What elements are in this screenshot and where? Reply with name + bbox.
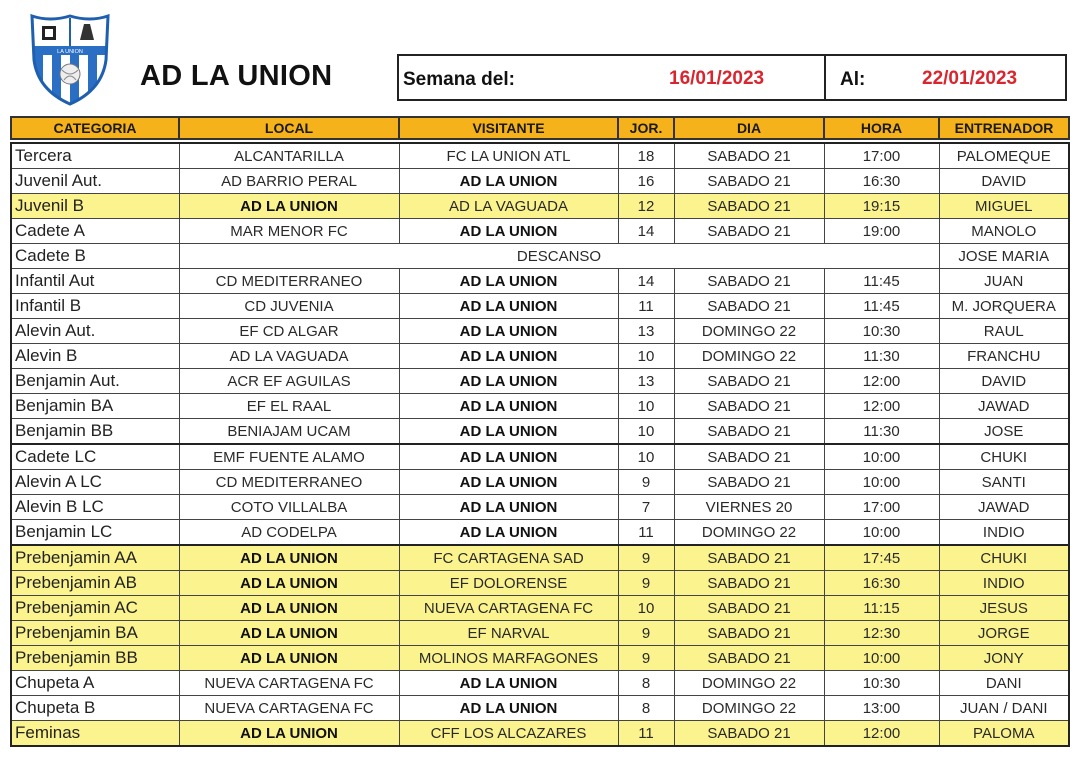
cell-categoria: Benjamin Aut. bbox=[11, 369, 179, 394]
cell-jornada: 10 bbox=[618, 596, 674, 621]
table-row bbox=[11, 520, 1069, 546]
table-row bbox=[11, 219, 1069, 244]
cell-hora: 19:00 bbox=[824, 219, 939, 244]
cell-visitante: AD LA UNION bbox=[399, 294, 618, 319]
cell-entrenador: JOSE bbox=[939, 419, 1069, 445]
cell-hora: 16:30 bbox=[824, 571, 939, 596]
cell-hora: 11:45 bbox=[824, 269, 939, 294]
cell-dia: SABADO 21 bbox=[674, 143, 824, 169]
cell-dia: SABADO 21 bbox=[674, 369, 824, 394]
cell-categoria: Cadete A bbox=[11, 219, 179, 244]
cell-hora: 12:30 bbox=[824, 621, 939, 646]
cell-visitante: AD LA UNION bbox=[399, 394, 618, 419]
cell-entrenador: CHUKI bbox=[939, 444, 1069, 470]
cell-visitante: AD LA UNION bbox=[399, 344, 618, 369]
cell-visitante: AD LA UNION bbox=[399, 369, 618, 394]
cell-local: AD LA UNION bbox=[179, 621, 399, 646]
cell-hora: 10:00 bbox=[824, 646, 939, 671]
cell-visitante: AD LA UNION bbox=[399, 419, 618, 445]
cell-categoria: Chupeta B bbox=[11, 696, 179, 721]
table-row bbox=[11, 470, 1069, 495]
cell-dia: SABADO 21 bbox=[674, 169, 824, 194]
cell-entrenador: JAWAD bbox=[939, 394, 1069, 419]
cell-visitante: AD LA UNION bbox=[399, 470, 618, 495]
table-row bbox=[11, 269, 1069, 294]
cell-hora: 12:00 bbox=[824, 394, 939, 419]
table-row bbox=[11, 344, 1069, 369]
cell-hora: 11:30 bbox=[824, 419, 939, 445]
cell-categoria: Prebenjamin AA bbox=[11, 545, 179, 571]
cell-local: COTO VILLALBA bbox=[179, 495, 399, 520]
cell-jornada: 9 bbox=[618, 646, 674, 671]
cell-visitante: EF DOLORENSE bbox=[399, 571, 618, 596]
table-header-row bbox=[11, 117, 1069, 139]
cell-dia: SABADO 21 bbox=[674, 470, 824, 495]
table-row bbox=[11, 169, 1069, 194]
cell-dia: DOMINGO 22 bbox=[674, 344, 824, 369]
cell-entrenador: INDIO bbox=[939, 520, 1069, 546]
cell-local: CD MEDITERRANEO bbox=[179, 470, 399, 495]
table-row bbox=[11, 444, 1069, 470]
table-row bbox=[11, 244, 1069, 269]
cell-categoria: Cadete LC bbox=[11, 444, 179, 470]
cell-jornada: 10 bbox=[618, 394, 674, 419]
cell-visitante: AD LA UNION bbox=[399, 671, 618, 696]
cell-categoria: Prebenjamin AB bbox=[11, 571, 179, 596]
cell-dia: SABADO 21 bbox=[674, 646, 824, 671]
cell-local: AD LA UNION bbox=[179, 596, 399, 621]
schedule-table bbox=[10, 116, 1070, 747]
cell-categoria: Alevin Aut. bbox=[11, 319, 179, 344]
cell-dia: SABADO 21 bbox=[674, 269, 824, 294]
table-row bbox=[11, 143, 1069, 169]
cell-local: AD LA UNION bbox=[179, 545, 399, 571]
cell-entrenador: FRANCHU bbox=[939, 344, 1069, 369]
cell-local: NUEVA CARTAGENA FC bbox=[179, 671, 399, 696]
cell-local: ACR EF AGUILAS bbox=[179, 369, 399, 394]
cell-categoria: Juvenil B bbox=[11, 194, 179, 219]
cell-local: ALCANTARILLA bbox=[179, 143, 399, 169]
cell-visitante: AD LA UNION bbox=[399, 319, 618, 344]
cell-hora: 17:00 bbox=[824, 495, 939, 520]
cell-entrenador: JESUS bbox=[939, 596, 1069, 621]
crest-text: LA UNION bbox=[57, 49, 83, 55]
cell-jornada: 8 bbox=[618, 671, 674, 696]
cell-entrenador: DANI bbox=[939, 671, 1069, 696]
cell-visitante: AD LA UNION bbox=[399, 495, 618, 520]
cell-entrenador: SANTI bbox=[939, 470, 1069, 495]
cell-jornada: 7 bbox=[618, 495, 674, 520]
table-row bbox=[11, 596, 1069, 621]
cell-categoria: Tercera bbox=[11, 143, 179, 169]
cell-dia: SABADO 21 bbox=[674, 545, 824, 571]
cell-visitante: AD LA UNION bbox=[399, 269, 618, 294]
cell-hora: 19:15 bbox=[824, 194, 939, 219]
week-label: Semana del: bbox=[403, 69, 515, 90]
cell-hora: 17:45 bbox=[824, 545, 939, 571]
cell-jornada: 13 bbox=[618, 369, 674, 394]
cell-dia: SABADO 21 bbox=[674, 621, 824, 646]
cell-dia: VIERNES 20 bbox=[674, 495, 824, 520]
cell-categoria: Prebenjamin BA bbox=[11, 621, 179, 646]
cell-hora: 12:00 bbox=[824, 369, 939, 394]
week-end-date: 22/01/2023 bbox=[922, 68, 1018, 89]
cell-hora: 10:30 bbox=[824, 671, 939, 696]
table-row bbox=[11, 294, 1069, 319]
cell-jornada: 18 bbox=[618, 143, 674, 169]
cell-visitante: AD LA VAGUADA bbox=[399, 194, 618, 219]
cell-categoria: Infantil B bbox=[11, 294, 179, 319]
table-row bbox=[11, 646, 1069, 671]
col-header-entrenador: ENTRENADOR bbox=[939, 117, 1069, 139]
cell-dia: DOMINGO 22 bbox=[674, 696, 824, 721]
table-row bbox=[11, 671, 1069, 696]
cell-entrenador: MANOLO bbox=[939, 219, 1069, 244]
cell-local: AD CODELPA bbox=[179, 520, 399, 546]
cell-visitante: MOLINOS MARFAGONES bbox=[399, 646, 618, 671]
cell-entrenador: PALOMEQUE bbox=[939, 143, 1069, 169]
cell-entrenador: MIGUEL bbox=[939, 194, 1069, 219]
table-row bbox=[11, 495, 1069, 520]
table-row bbox=[11, 194, 1069, 219]
cell-categoria: Alevin B LC bbox=[11, 495, 179, 520]
cell-local: AD LA UNION bbox=[179, 721, 399, 747]
cell-jornada: 11 bbox=[618, 721, 674, 747]
table-row bbox=[11, 419, 1069, 445]
week-range-box bbox=[397, 54, 1067, 101]
cell-hora: 11:45 bbox=[824, 294, 939, 319]
cell-hora: 11:15 bbox=[824, 596, 939, 621]
cell-jornada: 9 bbox=[618, 470, 674, 495]
cell-local: AD LA UNION bbox=[179, 571, 399, 596]
cell-dia: SABADO 21 bbox=[674, 721, 824, 747]
cell-jornada: 16 bbox=[618, 169, 674, 194]
cell-jornada: 14 bbox=[618, 219, 674, 244]
cell-categoria: Infantil Aut bbox=[11, 269, 179, 294]
week-end-cell bbox=[826, 56, 1065, 99]
cell-local: EF CD ALGAR bbox=[179, 319, 399, 344]
table-row bbox=[11, 621, 1069, 646]
cell-dia: SABADO 21 bbox=[674, 571, 824, 596]
cell-jornada: 10 bbox=[618, 419, 674, 445]
cell-visitante: AD LA UNION bbox=[399, 520, 618, 546]
cell-hora: 10:00 bbox=[824, 444, 939, 470]
cell-jornada: 11 bbox=[618, 520, 674, 546]
cell-dia: DOMINGO 22 bbox=[674, 319, 824, 344]
cell-entrenador: JUAN / DANI bbox=[939, 696, 1069, 721]
cell-categoria: Benjamin LC bbox=[11, 520, 179, 546]
cell-local: AD BARRIO PERAL bbox=[179, 169, 399, 194]
cell-categoria: Prebenjamin BB bbox=[11, 646, 179, 671]
cell-local: AD LA VAGUADA bbox=[179, 344, 399, 369]
to-label: Al: bbox=[840, 69, 866, 90]
cell-visitante: FC LA UNION ATL bbox=[399, 143, 618, 169]
schedule-body bbox=[11, 143, 1069, 746]
club-title: AD LA UNION bbox=[140, 60, 333, 92]
cell-dia: SABADO 21 bbox=[674, 419, 824, 445]
col-header-categoria: CATEGORIA bbox=[11, 117, 179, 139]
cell-jornada: 11 bbox=[618, 294, 674, 319]
cell-jornada: 13 bbox=[618, 319, 674, 344]
table-row bbox=[11, 369, 1069, 394]
cell-jornada: 10 bbox=[618, 344, 674, 369]
cell-hora: 16:30 bbox=[824, 169, 939, 194]
cell-visitante: NUEVA CARTAGENA FC bbox=[399, 596, 618, 621]
table-row bbox=[11, 696, 1069, 721]
cell-dia: SABADO 21 bbox=[674, 194, 824, 219]
cell-hora: 11:30 bbox=[824, 344, 939, 369]
cell-dia: DOMINGO 22 bbox=[674, 520, 824, 546]
cell-visitante: AD LA UNION bbox=[399, 444, 618, 470]
col-header-dia: DIA bbox=[674, 117, 824, 139]
cell-categoria: Chupeta A bbox=[11, 671, 179, 696]
cell-dia: SABADO 21 bbox=[674, 596, 824, 621]
table-row bbox=[11, 571, 1069, 596]
cell-categoria: Benjamin BB bbox=[11, 419, 179, 445]
cell-dia: DOMINGO 22 bbox=[674, 671, 824, 696]
table-row bbox=[11, 319, 1069, 344]
cell-local: CD JUVENIA bbox=[179, 294, 399, 319]
cell-entrenador: M. JORQUERA bbox=[939, 294, 1069, 319]
table-row bbox=[11, 545, 1069, 571]
cell-descanso: DESCANSO bbox=[179, 244, 939, 269]
cell-categoria: Cadete B bbox=[11, 244, 179, 269]
cell-entrenador: JAWAD bbox=[939, 495, 1069, 520]
cell-hora: 17:00 bbox=[824, 143, 939, 169]
cell-categoria: Feminas bbox=[11, 721, 179, 747]
col-header-jornada: JOR. bbox=[618, 117, 674, 139]
cell-entrenador: CHUKI bbox=[939, 545, 1069, 571]
cell-local: MAR MENOR FC bbox=[179, 219, 399, 244]
cell-entrenador: INDIO bbox=[939, 571, 1069, 596]
cell-dia: SABADO 21 bbox=[674, 294, 824, 319]
cell-jornada: 10 bbox=[618, 444, 674, 470]
cell-hora: 10:30 bbox=[824, 319, 939, 344]
cell-hora: 10:00 bbox=[824, 520, 939, 546]
cell-categoria: Benjamin BA bbox=[11, 394, 179, 419]
cell-jornada: 8 bbox=[618, 696, 674, 721]
cell-visitante: AD LA UNION bbox=[399, 169, 618, 194]
cell-jornada: 9 bbox=[618, 571, 674, 596]
cell-entrenador: DAVID bbox=[939, 169, 1069, 194]
club-crest-logo bbox=[28, 12, 112, 108]
table-row bbox=[11, 394, 1069, 419]
cell-local: EMF FUENTE ALAMO bbox=[179, 444, 399, 470]
cell-entrenador: DAVID bbox=[939, 369, 1069, 394]
cell-entrenador: JONY bbox=[939, 646, 1069, 671]
col-header-visitante: VISITANTE bbox=[399, 117, 618, 139]
cell-entrenador: PALOMA bbox=[939, 721, 1069, 747]
cell-jornada: 9 bbox=[618, 621, 674, 646]
cell-jornada: 12 bbox=[618, 194, 674, 219]
week-start-cell bbox=[399, 56, 826, 99]
cell-local: BENIAJAM UCAM bbox=[179, 419, 399, 445]
col-header-local: LOCAL bbox=[179, 117, 399, 139]
cell-categoria: Alevin A LC bbox=[11, 470, 179, 495]
cell-categoria: Prebenjamin AC bbox=[11, 596, 179, 621]
table-row bbox=[11, 721, 1069, 747]
cell-dia: SABADO 21 bbox=[674, 444, 824, 470]
cell-local: CD MEDITERRANEO bbox=[179, 269, 399, 294]
cell-entrenador: JOSE MARIA bbox=[939, 244, 1069, 269]
cell-categoria: Juvenil Aut. bbox=[11, 169, 179, 194]
cell-hora: 10:00 bbox=[824, 470, 939, 495]
cell-entrenador: JORGE bbox=[939, 621, 1069, 646]
col-header-hora: HORA bbox=[824, 117, 939, 139]
cell-visitante: AD LA UNION bbox=[399, 219, 618, 244]
cell-local: EF EL RAAL bbox=[179, 394, 399, 419]
week-start-date: 16/01/2023 bbox=[669, 68, 765, 89]
cell-hora: 13:00 bbox=[824, 696, 939, 721]
cell-visitante: EF NARVAL bbox=[399, 621, 618, 646]
cell-categoria: Alevin B bbox=[11, 344, 179, 369]
cell-jornada: 14 bbox=[618, 269, 674, 294]
cell-hora: 12:00 bbox=[824, 721, 939, 747]
cell-local: AD LA UNION bbox=[179, 194, 399, 219]
cell-dia: SABADO 21 bbox=[674, 394, 824, 419]
cell-entrenador: JUAN bbox=[939, 269, 1069, 294]
cell-visitante: AD LA UNION bbox=[399, 696, 618, 721]
cell-visitante: FC CARTAGENA SAD bbox=[399, 545, 618, 571]
cell-entrenador: RAUL bbox=[939, 319, 1069, 344]
cell-local: NUEVA CARTAGENA FC bbox=[179, 696, 399, 721]
cell-jornada: 9 bbox=[618, 545, 674, 571]
cell-visitante: CFF LOS ALCAZARES bbox=[399, 721, 618, 747]
cell-local: AD LA UNION bbox=[179, 646, 399, 671]
cell-dia: SABADO 21 bbox=[674, 219, 824, 244]
